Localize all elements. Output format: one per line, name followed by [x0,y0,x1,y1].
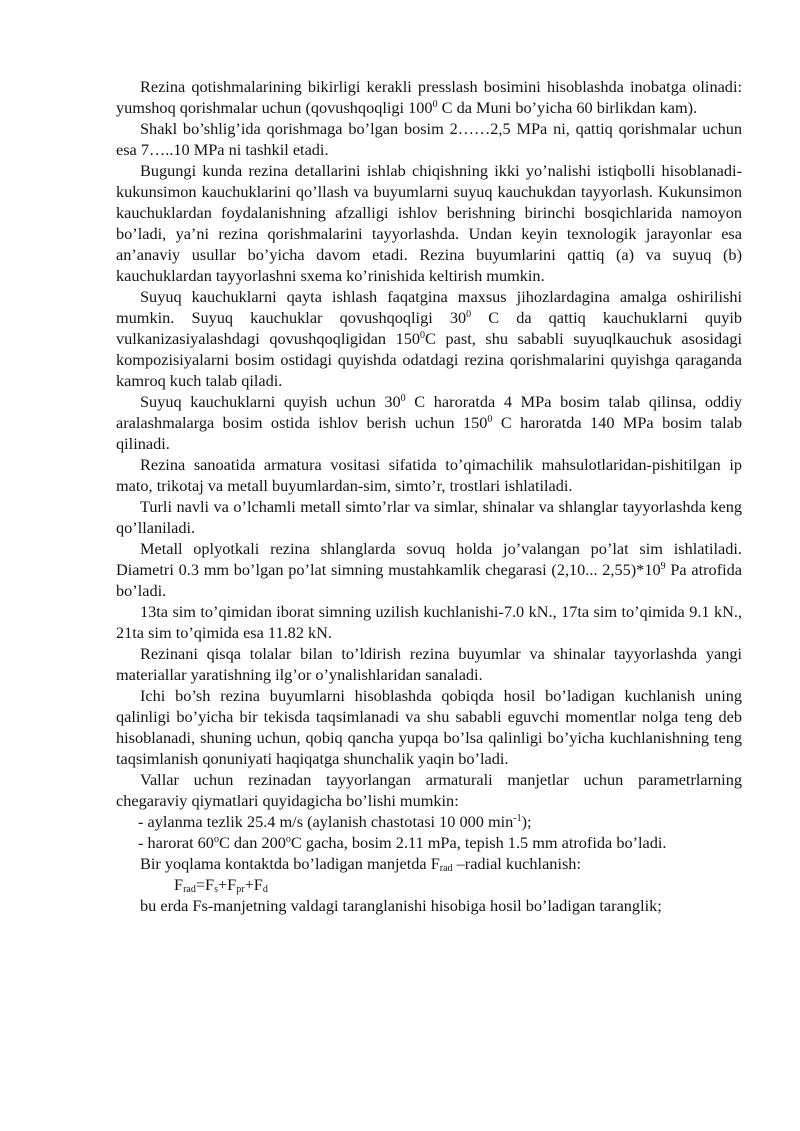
list-item-speed: - aylanma tezlik 25.4 m/s (aylanish chastotasi 10 000 $\min^{-1}$); [138,812,532,831]
paragraph-3: Bugungi kunda rezina detallarini ishlab chiqishning ikki yo’nalishi istiqbolli hisoblanadi-kukunsimon kauchuklarini qo’llash va buyumlarni suyuq kauchukdan tayyorlash. Kukunsimon kauchuklardan foydalanishning afzalligi ishlov berishning birinchi bosqichlarida namoyon bo’ladi, ya’ni rezina qorishmalarini tayyorlashda. Undan keyin texnologik jarayonlar esa an’anaviy usullar bo’yicha davom etadi. Rezina buyumlarini qattiq (a) va suyuq (b) kauchuklardan tayyorlashni sxema ko’rinishida keltirish mumkin. [116,161,742,285]
paragraph-11: Ichi bo’sh rezina buyumlarni hisoblashda qobiqda hosil bo’ladigan kuchlanish uning qalinligi bo’yicha bir tekisda taqsimlanadi va shu sababli eguvchi momentlar nolga teng deb hisoblanadi, shuning uchun, qobiq qancha yupqa bo’lsa qalinligi bo’yicha kuchlanishning teng taqsimlanish qonuniyati haqiqatga shunchalik yaqin bo’ladi. [116,686,742,768]
paragraph-9: 13ta sim to’qimidan iborat simning uzilish kuchlanishi-7.0 kN., 17ta sim to’qimida 9.1 kN., 21ta sim to’qimida esa 11.82 kN. [116,602,742,642]
paragraph-13: Bir yoqlama kontaktda bo’ladigan manjetda $F_{rad}$ –radial kuchlanish: [140,854,581,874]
paragraph-6: Rezina sanoatida armatura vositasi sifatida to’qimachilik mahsulotlaridan-pishitilgan ip mato, trikotaj va metall buyumlardan-sim, simto’r, trostlari ishlatiladi. [116,455,742,495]
paragraph-10: Rezinani qisqa tolalar bilan to’ldirish rezina buyumlar va shinalar tayyorlashda yangi materiallar yaratishning ilg’or o’ynalishlaridan sanaladi. [116,644,742,684]
paragraph-2: Shakl bo’shlig’ida qorishmaga bo’lgan bosim 2……2,5 MPa ni, qattiq qorishmalar uchun esa 7…..10 MPa ni tashkil etadi. [116,119,742,159]
radial-force-formula: $F_{rad}=F_s+F_{pr}+F_d$ [174,875,268,895]
paragraph-1: Rezina qotishmalarining bikirligi kerakli presslash bosimini hisoblashda inobatga olinadi: yumshoq qorishmalar uchun (qovushqoqligi $100^0$ C da Muni bo’yicha 60 birlikdan kam). [116,77,742,117]
paragraph-7: Turli navli va o’lchamli metall simto’rlar va simlar, shinalar va shlanglar tayyorlashda keng qo’llaniladi. [116,497,742,537]
paragraph-8: Metall oplyotkali rezina shlanglarda sovuq holda jo’valangan po’lat sim ishlatiladi. Diametri 0.3 mm bo’lgan po’lat simning mustahkamlik chegarasi (2,10... $2,55)*10^9$ Pa atrofida bo’ladi. [116,539,743,600]
paragraph-12: Vallar uchun rezinadan tayyorlangan armaturali manjetlar uchun parametrlarning chegaraviy qiymatlari quyidagicha bo’lishi mumkin: [116,770,742,810]
paragraph-14: bu erda Fs-manjetning valdagi taranglanishi hisobiga hosil bo’ladigan taranglik; [140,896,662,915]
paragraph-4: Suyuq kauchuklarni qayta ishlash faqatgina maxsus jihozlardagina amalga oshirilishi mumkin. Suyuq kauchuklar qovushqoqligi $30^0$ C da qattiq kauchuklarni quyib vulkanizasiyalashdagi qovushqoqligidan $150^0C$ past, shu sababli suyuqlkauchuk asosidagi kompozisiyalarni bosim ostidagi quyishda odatdagi rezina qorishmalarini quyishga qaraganda kamroq kuch talab qiladi. [116,287,743,390]
list-item-temperature: - harorat 60$^o$C dan 200$^o$C gacha, bosim 2.11 mPa, tepish 1.5 mm atrofida bo’ladi. [138,833,667,852]
paragraph-5: Suyuq kauchuklarni quyish uchun $30^0$ C haroratda 4 MPa bosim talab qilinsa, oddiy aralashmalarga bosim ostida ishlov berish uchun $150^0$ C haroratda 140 MPa bosim talab qilinadi. [116,392,742,453]
